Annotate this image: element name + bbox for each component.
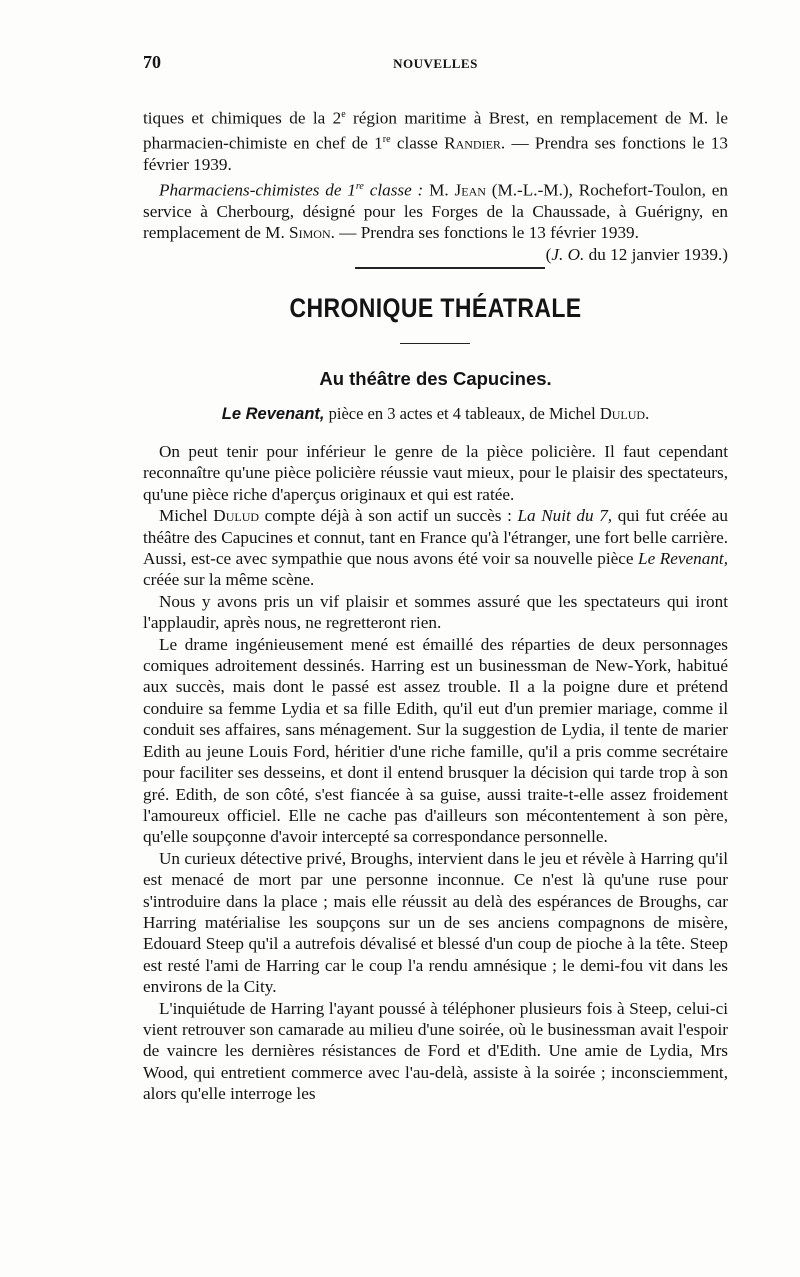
play-title: Le Revenant, [221, 405, 325, 423]
review-paragraph-1: On peut tenir pour inférieur le genre de la pièce policière. Il faut cependant reconnaître qu'une pièce policière réussie vaut mieux, pour le plaisir des spectateurs, qu'une pièce riche d'aperçus originaux et qui est ratée. [143, 442, 728, 504]
play-info: Le Revenant, pièce en 3 actes et 4 tableaux, de Michel Dulud. [221, 404, 650, 423]
review-paragraph-2: Michel Dulud compte déjà à son actif un succès : La Nuit du 7, qui fut créée au théâtre des Capucines et connut, tant en France qu'à l'étranger, une fort belle carrière. Aussi, est-ce avec sympathie que nous avons été voir sa nouvelle pièce Le Revenant, créée sur la même scène. [143, 506, 728, 590]
paragraph-randier: tiques et chimiques de la 2e région maritime à Brest, en remplacement de M. le pharmacien-chimiste en chef de 1re classe Randier. — Prendra ses fonctions le 13 février 1939. [143, 108, 728, 175]
running-title: NOUVELLES [393, 56, 478, 71]
work-title: La Nuit du 7, [517, 506, 613, 526]
review-body [143, 441, 728, 1105]
person-name: Jean [454, 180, 486, 200]
section-divider [355, 267, 545, 269]
page-number: 70 [143, 52, 161, 72]
review-paragraph-4: Le drame ingénieusement mené est émaillé des réparties de deux personnages comiques adroitement dessinés. Harring est un businessman de New-York, habitué aux succès, mais dont le passé est assez trouble. Il a la poigne dure et prétend conduire sa femme Lydia et sa fille Edith, qu'il eut d'un premier mariage, comme il conduit ses affaires, sans ménagement. Sur la suggestion de Lydia, il tente de marier Edith au jeune Louis Ford, héritier d'une riche famille, qu'il a pris comme secrétaire pour faciliter ses desseins, et dont il entend brusquer la décision qui tarde trop à son gré. Edith, de son côté, s'est fiancée à sa guise, aussi traite-t-elle assez froidement l'amoureux officiel. Elle ne cache pas d'ailleurs son mécontentement à son père, qu'elle soupçonne d'avoir intercepté sa correspondance personnelle. [143, 634, 728, 847]
theatre-subheading: Au théâtre des Capucines. [319, 368, 552, 389]
work-title: Le Revenant, [638, 549, 728, 569]
nouvelles-continuation [143, 104, 728, 265]
heading-underline [400, 343, 470, 344]
review-paragraph-5: Un curieux détective privé, Broughs, intervient dans le jeu et révèle à Harring qu'il est menacé de mort par une personne inconnue. Ce n'est là qu'une ruse pour s'introduire dans la place ; mais elle réussit au delà des espérances de Broughs, car Harring matérialise les soupçons sur un de ses anciens compagnons de misère, Edouard Steep qu'il a autrefois dévalisé et blessé d'un coup de pioche à la tête. Steep est resté l'ami de Harring car le coup l'a rendu amnésique ; le demi-fou vit dans les environs de la City. [143, 848, 728, 997]
review-paragraph-3: Nous y avons pris un vif plaisir et sommes assuré que les spectateurs qui iront l'applaudir, après nous, ne regretteront rien. [143, 591, 728, 633]
author-name: Dulud [599, 404, 646, 423]
paragraph-jean: Pharmaciens-chimistes de 1re classe : M. Jean (M.-L.-M.), Rochefort-Toulon, en service à Cherbourg, désigné pour les Forges de la Chaussade, à Guérigny, en remplacement de M. Simon. — Prendra ses fonctions le 13 février 1939. (J. O. du 12 janvier 1939.) [143, 180, 728, 264]
person-name: Randier [444, 133, 501, 153]
journal-officiel-reference: (J. O. du 12 janvier 1939.) [545, 244, 728, 264]
person-name: Simon [289, 223, 331, 243]
review-paragraph-6: L'inquiétude de Harring l'ayant poussé à téléphoner plusieurs fois à Steep, celui-ci vient retrouver son camarade au milieu d'une soirée, où le businessman avait l'espoir de vaincre les dernières résistances de Ford et d'Edith. Une amie de Lydia, Mrs Wood, qui entretient commerce avec l'au-delà, assiste à la soirée ; inconsciemment, alors qu'elle interroge les [143, 998, 728, 1104]
author-name: Dulud [213, 506, 260, 526]
section-heading: CHRONIQUE THÉATRALE [289, 292, 582, 323]
running-head [143, 50, 728, 76]
